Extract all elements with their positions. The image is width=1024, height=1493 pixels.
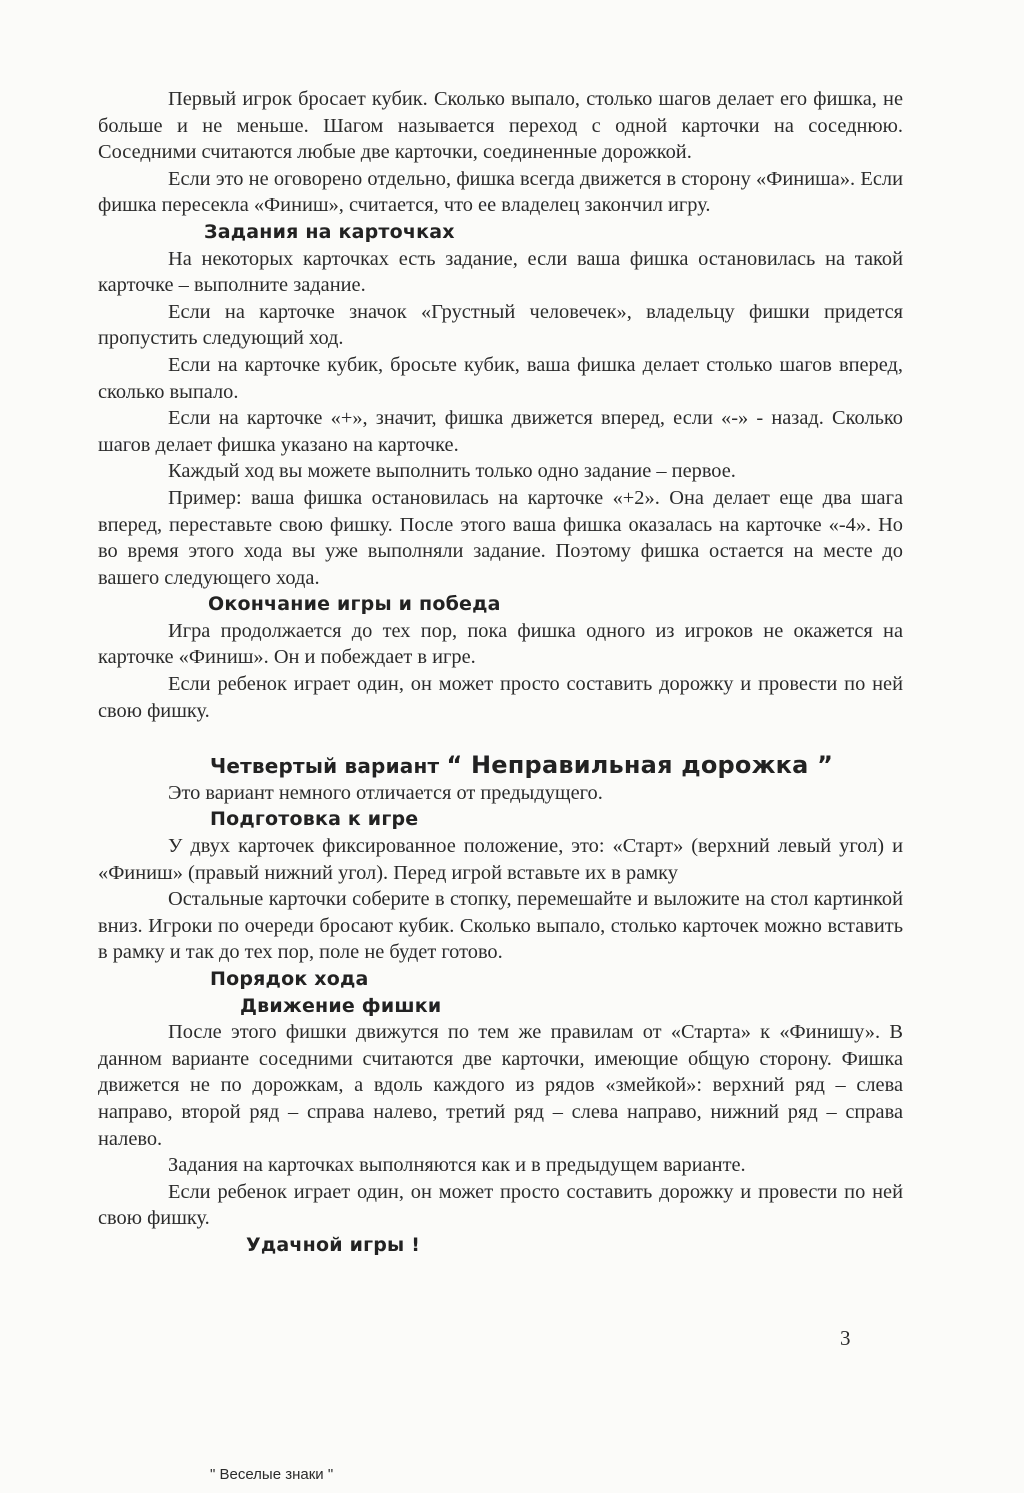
paragraph: Остальные карточки соберите в стопку, перемешайте и выложите на стол картинкой вниз. Игроки по очереди бросают кубик. Сколько выпало, столько карточек можно вставить в рамку и так до тех пор, поле не будет готово. [98, 888, 903, 964]
closing-heading: Удачной игры ! [246, 1233, 421, 1256]
paragraph: Игра продолжается до тех пор, пока фишка одного из игроков не окажется на карточке «Финиш». Он и побеждает в игре. [98, 619, 903, 669]
footer-text: " Веселые знаки " [210, 1466, 334, 1483]
section-heading-end: Окончание игры и победа [208, 593, 501, 616]
paragraph: Пример: ваша фишка остановилась на карточке «+2». Она делает еще два шага вперед, переставьте свою фишку. После этого ваша фишка оказалась на карточке «-4». Но во время этого хода вы уже выполняли задание. Поэтому фишка остается на месте до вашего следующего хода. [98, 486, 903, 589]
paragraph: Если на карточке значок «Грустный человечек», владельцу фишки придется пропустить следующий ход. [98, 300, 903, 350]
document-body [98, 86, 903, 1259]
paragraph: Первый игрок бросает кубик. Сколько выпало, столько шагов делает его фишка, не больше и не меньше. Шагом называется переход с одной карточки на соседнюю. Соседними считаются любые две карточки, соединенные дорожкой. [98, 88, 903, 164]
section-heading-order: Порядок хода [210, 968, 369, 990]
variant-heading-number: Четвертый вариант [210, 754, 440, 779]
paragraph: Это вариант немного отличается от предыдущего. [168, 781, 603, 804]
paragraph: После этого фишки движутся по тем же правилам от «Старта» к «Финишу». В данном варианте соседними считаются две карточки, имеющие общую сторону. Фишка движется не по дорожкам, а вдоль каждого из рядов «змейкой»: верхний ряд – слева направо, второй ряд – справа налево, третий ряд – слева направо, нижний ряд – справа налево. [98, 1021, 903, 1150]
paragraph: Каждый ход вы можете выполнить только одно задание – первое. [168, 460, 736, 483]
paragraph: Задания на карточках выполняются как и в предыдущем варианте. [168, 1154, 746, 1177]
paragraph: На некоторых карточках есть задание, если ваша фишка остановилась на такой карточке – выполните задание. [98, 247, 903, 297]
paragraph: Если ребенок играет один, он может просто составить дорожку и провести по ней свою фишку. [98, 673, 903, 722]
section-heading-move: Движение фишки [240, 994, 442, 1017]
page-number: 3 [840, 1326, 851, 1350]
paragraph: У двух карточек фиксированное положение, это: «Старт» (верхний левый угол) и «Финиш» (правый нижний угол). Перед игрой вставьте их в рамку [98, 835, 903, 884]
variant-heading [98, 752, 903, 780]
paragraph: Если на карточке «+», значит, фишка движется вперед, если «-» - назад. Сколько шагов делает фишка указано на карточке. [98, 407, 903, 456]
spacer [98, 724, 903, 752]
paragraph: Если на карточке кубик, бросьте кубик, ваша фишка делает столько шагов вперед, сколько выпало. [98, 353, 903, 403]
section-heading-tasks: Задания на карточках [204, 220, 455, 243]
section-heading-prep: Подготовка к игре [210, 808, 419, 831]
paragraph: Если ребенок играет один, он может просто составить дорожку и провести по ней свою фишку. [98, 1180, 903, 1230]
variant-heading-title: “ Неправильная дорожка ” [446, 751, 834, 780]
paragraph: Если это не оговорено отдельно, фишка всегда движется в сторону «Финиша». Если фишка пересекла «Финиш», считается, что ее владелец закончил игру. [98, 167, 903, 217]
